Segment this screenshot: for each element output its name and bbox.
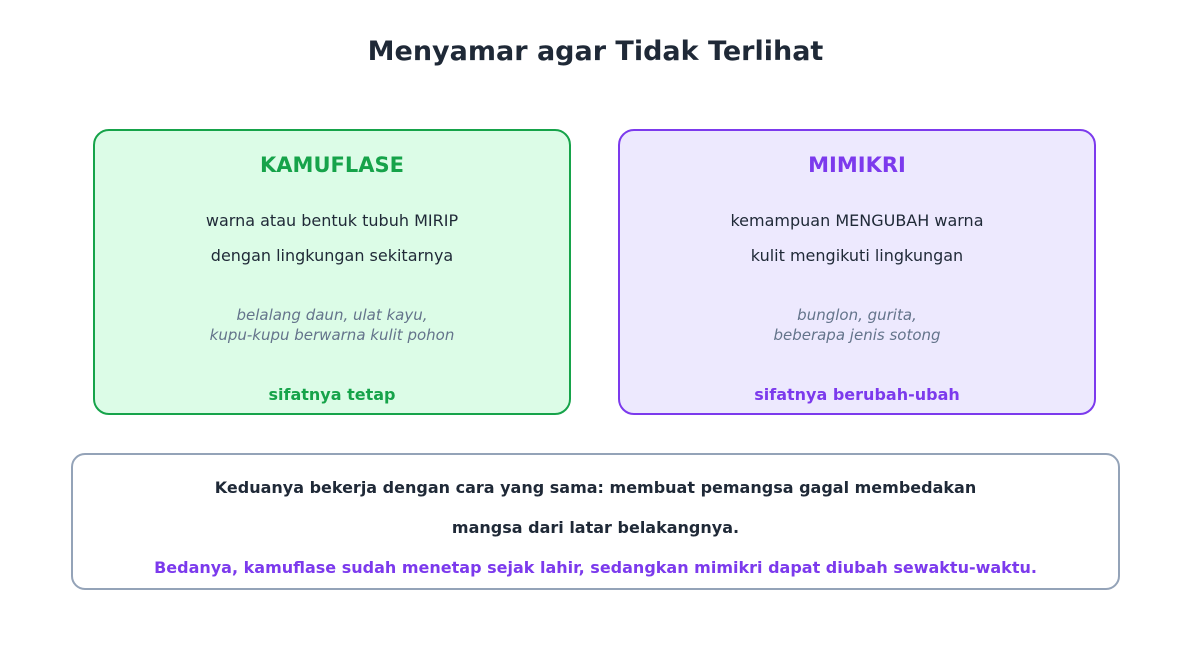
diagram-title: Menyamar agar Tidak Terlihat [367,36,824,67]
mimikri-description-line-2: kulit mengikuti lingkungan [750,246,964,265]
mimikri-example-line-1: bunglon, gurita, [797,306,917,324]
mimikri-card [618,129,1096,415]
kamuflase-description-line-2: dengan lingkungan sekitarnya [210,246,454,265]
summary-box [71,453,1120,590]
mimikri-description-line-1: kemampuan MENGUBAH warna [730,211,984,230]
kamuflase-heading: KAMUFLASE [260,153,404,177]
kamuflase-description-line-1: warna atau bentuk tubuh MIRIP [205,211,459,230]
kamuflase-card [93,129,571,415]
kamuflase-note: sifatnya tetap [268,385,396,404]
mimikri-heading: MIMIKRI [808,153,906,177]
kamuflase-example-line-1: belalang daun, ulat kayu, [236,306,428,324]
mimikri-example-line-2: beberapa jenis sotong [773,326,941,344]
summary-highlight: Bedanya, kamuflase sudah menetap sejak lahir, sedangkan mimikri dapat diubah sewaktu-waktu. [154,558,1037,577]
kamuflase-example-line-2: kupu-kupu berwarna kulit pohon [209,326,455,344]
summary-line-1: Keduanya bekerja dengan cara yang sama: membuat pemangsa gagal membedakan [214,478,977,497]
summary-line-2: mangsa dari latar belakangnya. [451,518,740,537]
mimikri-note: sifatnya berubah-ubah [754,385,960,404]
